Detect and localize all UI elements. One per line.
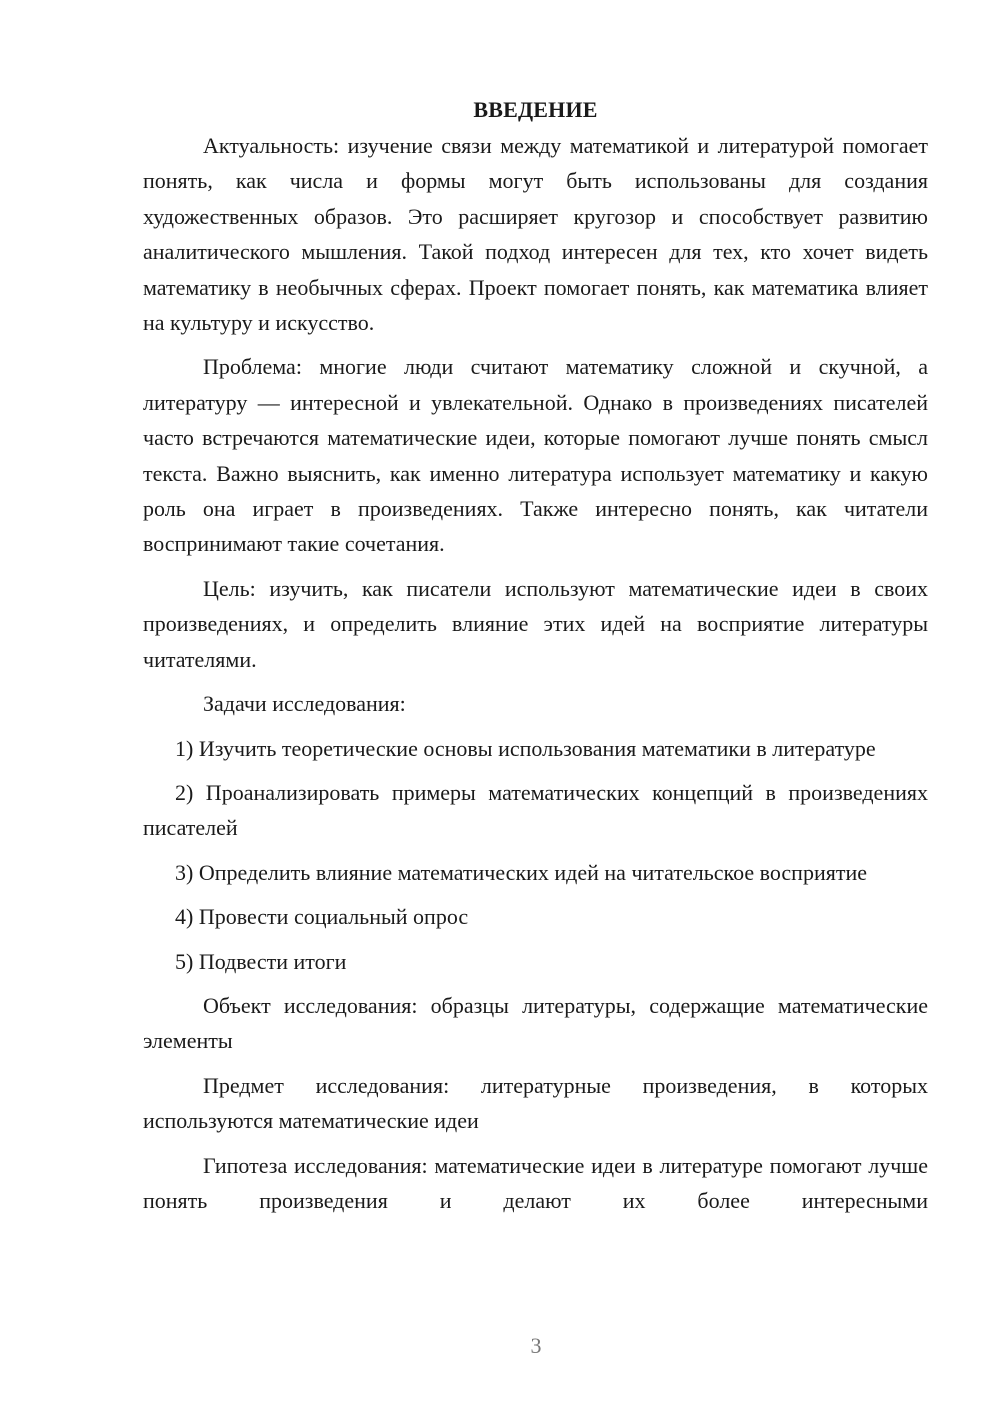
paragraph-goal: Цель: изучить, как писатели используют математические идеи в своих произведениях, и определить влияние этих идей на восприятие литературы читателями.	[143, 575, 928, 672]
paragraph-subject: Предмет исследования: литературные произведения, в которых используются математические идеи	[143, 1072, 928, 1134]
document-page	[143, 92, 928, 1218]
paragraph-relevance: Актуальность: изучение связи между математикой и литературой помогает понять, как числа и формы могут быть использованы для создания художественных образов. Это расширяет кругозор и способствует развитию аналитического мышления. Такой подход интересен для тех, кто хочет видеть математику в необычных сферах. Проект помогает понять, как математика влияет на культуру и искусство.	[143, 133, 928, 336]
task-item-3: 3) Определить влияние математических идей на читательское восприятие	[175, 859, 867, 885]
paragraph-problem: Проблема: многие люди считают математику сложной и скучной, а литературу — интересной и увлекательной. Однако в произведениях писателей часто встречаются математические идеи, которые помогают лучше понять смысл текста. Важно выяснить, как именно литература использует математику и какую роль она играет в произведениях. Также интересно понять, как читатели воспринимают такие сочетания.	[143, 354, 928, 557]
task-item-5: 5) Подвести итоги	[175, 948, 347, 974]
task-item-2: 2) Проанализировать примеры математических концепций в произведениях писателей	[143, 779, 928, 841]
task-item-4: 4) Провести социальный опрос	[175, 904, 469, 930]
paragraph-hypothesis: Гипотеза исследования: математические идеи в литературе помогают лучше понять произведения и делают их более интересными	[143, 1152, 928, 1213]
paragraph-object: Объект исследования: образцы литературы, содержащие математические элементы	[143, 992, 928, 1054]
page-number: 3	[530, 1333, 542, 1358]
task-item-1: 1) Изучить теоретические основы использования математики в литературе	[175, 735, 876, 761]
page-title: ВВЕДЕНИЕ	[473, 97, 598, 122]
tasks-heading: Задачи исследования:	[203, 691, 406, 717]
